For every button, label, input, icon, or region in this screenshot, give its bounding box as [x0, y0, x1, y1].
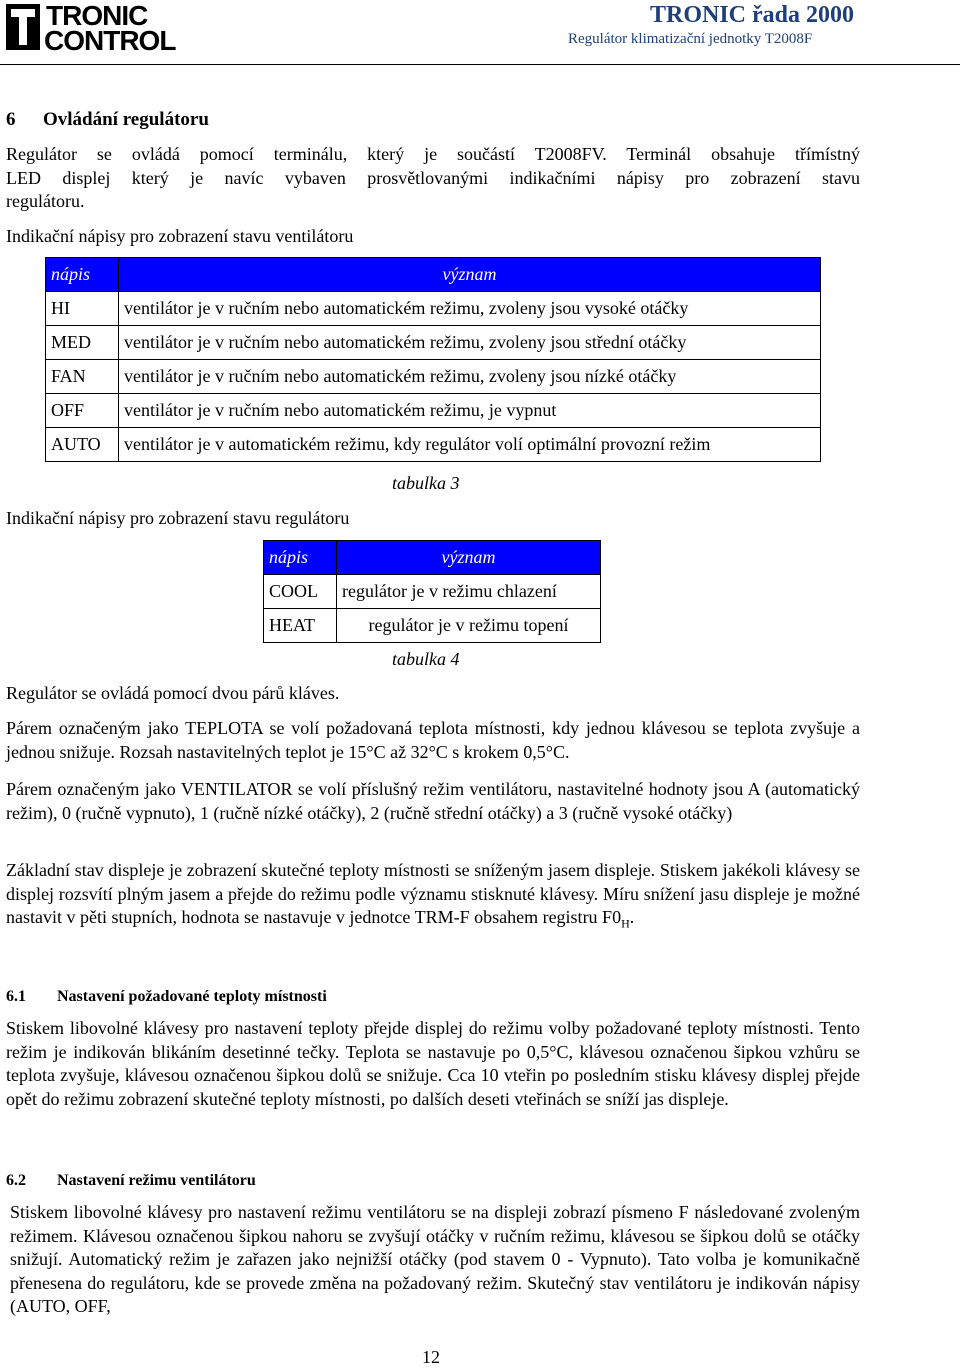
- table-row: [46, 428, 821, 462]
- col-header-vyznam: význam: [119, 258, 821, 292]
- page-number: 12: [422, 1347, 440, 1367]
- row-label: AUTO: [46, 428, 119, 462]
- intro-paragraph: [6, 143, 860, 214]
- display-paragraph-text: Základní stav displeje je zobrazení skutečné teploty místnosti se sníženým jasem displeje. Stiskem jakékoli klávesy se displej rozsvítí plným jasem a přejde do režimu podle významu stisknuté klávesy. Míru snížení jasu displeje je možné nastavit v pěti stupních, hodnota se nastavuje v jednotce TRM-F obsahem registru F0: [6, 860, 860, 927]
- company-logo: [6, 2, 194, 54]
- logo-text-control: CONTROL: [44, 25, 176, 56]
- regulator-status-table: [263, 540, 601, 643]
- section-6-1-text: Stiskem libovolné klávesy pro nastavení teploty přejde displej do režimu volby požadované teploty místnosti. Tento režim je indikován blikáním desetinné tečky. Teplota se nastavuje po 0,5°C, klávesou označenou šipkou vzhůru se teplota zvyšuje, klávesou označenou šipkou dolů se snižuje. Cca 10 vteřin po posledním stisku klávesy displej přejde opět do režimu zobrazení skutečné teploty místnosti, po dalších deseti vteřinách se sníží jas displeje.: [6, 1018, 860, 1109]
- col-header-napis: nápis: [46, 258, 119, 292]
- intro-line-3: regulátoru.: [6, 191, 85, 211]
- logo-text-tronic: TRONIC: [46, 0, 148, 31]
- section-6-2-number: 6.2: [6, 1172, 26, 1189]
- row-meaning: ventilátor je v ručním nebo automatickém režimu, je vypnut: [119, 394, 821, 428]
- row-meaning: ventilátor je v ručním nebo automatickém režimu, zvoleny jsou nízké otáčky: [119, 360, 821, 394]
- col-header-napis: nápis: [264, 541, 337, 575]
- header-title: TRONIC řada 2000: [650, 2, 855, 28]
- teplota-paragraph: Párem označeným jako TEPLOTA se volí požadovaná teplota místnosti, kdy jednou klávesou se teplota zvyšuje a jednou snižuje. Rozsah nastavitelných teplot je 15°C až 32°C s krokem 0,5°C.: [6, 718, 860, 762]
- table-header-row: [46, 258, 821, 292]
- row-label: FAN: [46, 360, 119, 394]
- display-paragraph-end: .: [629, 907, 635, 927]
- row-label: OFF: [46, 394, 119, 428]
- fan-status-table: [45, 257, 821, 462]
- table-3-caption: tabulka 3: [392, 473, 460, 493]
- row-meaning: ventilátor je v automatickém režimu, kdy regulátor volí optimální provozní režim: [119, 428, 821, 462]
- table-row: [264, 575, 601, 609]
- row-label: MED: [46, 326, 119, 360]
- regulator-table-intro: Indikační nápisy pro zobrazení stavu regulátoru: [6, 508, 350, 528]
- section-6-number: 6: [6, 109, 16, 130]
- section-6-2-text: Stiskem libovolné klávesy pro nastavení režimu ventilátoru se na displeji zobrazí písmeno F následované zvoleným režimem. Klávesou označenou šipkou nahoru se zvyšují otáčky v ručním režimu, klávesou se šipkou dolů se otáčky snižují. Automatický režim je zařazen jako nejnižší otáčky (pod stavem 0 - Vypnuto). Tato volba je komunikačně přenesena do regulátoru, kde se provede změna na požadovaný režim. Skutečný stav ventilátoru je indikován nápisy (AUTO, OFF,: [10, 1202, 860, 1316]
- col-header-vyznam: význam: [337, 541, 601, 575]
- table-row: [264, 609, 601, 643]
- row-label: COOL: [264, 575, 337, 609]
- row-meaning: regulátor je v režimu chlazení: [337, 575, 601, 609]
- section-6-title: Ovládání regulátoru: [43, 109, 209, 130]
- table-row: [46, 292, 821, 326]
- row-label: HEAT: [264, 609, 337, 643]
- table-row: [46, 394, 821, 428]
- row-meaning: regulátor je v režimu topení: [337, 609, 601, 643]
- intro-line-1: Regulátor se ovládá pomocí terminálu, který je součástí T2008FV. Terminál obsahuje třímístný: [6, 144, 860, 164]
- row-meaning: ventilátor je v ručním nebo automatickém režimu, zvoleny jsou vysoké otáčky: [119, 292, 821, 326]
- header-subtitle: Regulátor klimatizační jednotky T2008F: [568, 31, 813, 47]
- ventilator-paragraph: Párem označeným jako VENTILATOR se volí příslušný režim ventilátoru, nastavitelné hodnoty jsou A (automatický režim), 0 (ručně vypnuto), 1 (ručně nízké otáčky), 2 (ručně střední otáčky) a 3 (ručně vysoké otáčky): [6, 779, 860, 823]
- section-6-1-number: 6.1: [6, 988, 26, 1005]
- logo-mark-icon: [6, 4, 42, 50]
- row-meaning: ventilátor je v ručním nebo automatickém režimu, zvoleny jsou střední otáčky: [119, 326, 821, 360]
- table-4-caption: tabulka 4: [392, 649, 460, 669]
- table-row: [46, 326, 821, 360]
- display-paragraph: [6, 859, 860, 936]
- section-6-1-title: Nastavení požadované teploty místnosti: [57, 988, 327, 1005]
- header-divider: [0, 64, 960, 65]
- fan-table-intro: Indikační nápisy pro zobrazení stavu ventilátoru: [6, 226, 354, 246]
- row-label: HI: [46, 292, 119, 326]
- section-6-2-title: Nastavení režimu ventilátoru: [57, 1172, 256, 1189]
- intro-line-2: LED displej který je navíc vybaven prosvětlovanými indikačními nápisy pro zobrazení stavu: [6, 167, 860, 188]
- table-row: [46, 360, 821, 394]
- keys-intro: Regulátor se ovládá pomocí dvou párů kláves.: [6, 683, 340, 703]
- register-subscript: H: [621, 916, 630, 931]
- table-header-row: [264, 541, 601, 575]
